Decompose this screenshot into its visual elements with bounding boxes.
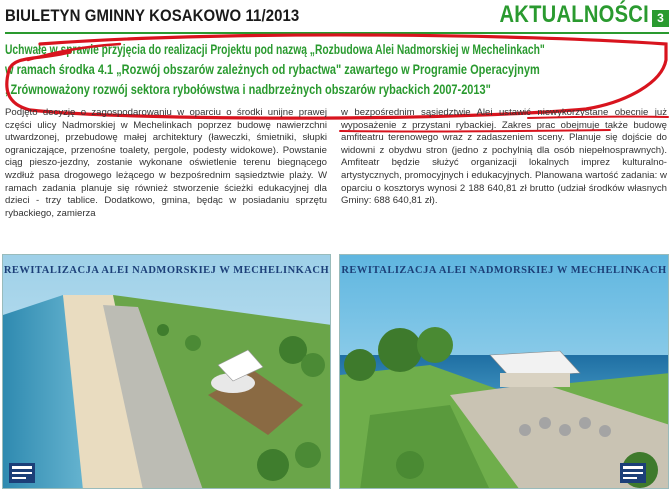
promenade-rendering [3, 255, 331, 489]
photo-caption-right: REWITALIZACJA ALEI NADMORSKIEJ W MECHELINKACH [341, 265, 667, 276]
section-title: AKTUALNOŚCI [499, 1, 649, 28]
headline-line-2: w ramach środka 4.1 „Rozwój obszarów zależnych od rybactwa" zawartego w Programie Operacyjnym [5, 61, 540, 77]
article-left-column: Podjęto decyzję o zagospodarowaniu w oparciu o środki unijne prawej części ulicy Nadmorskiej w Mechelinkach poprzez budowę nawierzchni utwardzonej, przebudowę małej architektury (ławeczki, śmietniki, słupki ograniczające, przenośne toalety, pergole, podesty widokowe). Powstanie ciąg pieszo-jezdny, zostanie wykonane oświetlenie terenu biegnącego wzdłuż pasa drogowego leżącego w bezpośrednim sąsiedztwie plaży. W ramach zadania planuje się również stworzenie ścieżki edukacyjnej dla dzieci - trzy tablice. Dodatkowo, gmina, będąc w posiadaniu sprzętu rybackiego, zamierza [5, 107, 327, 219]
headline-line-1: Uchwałę w sprawie przyjęcia do realizacji Projektu pod nazwą „Rozbudowa Alei Nadmorskiej w Mechelinkach" [5, 41, 545, 57]
red-highlight-circle [0, 0, 671, 120]
headline-line-3: „Zrównoważony rozwój sektora rybołówstwa i nadbrzeżnych obszarów rybackich 2007-2013" [5, 81, 491, 97]
amphitheatre-rendering [340, 255, 669, 489]
photo-caption-left: REWITALIZACJA ALEI NADMORSKIEJ W MECHELINKACH [3, 265, 330, 276]
rendering-right-image [339, 254, 669, 489]
bulletin-title: BIULETYN GMINNY KOSAKOWO 11/2013 [5, 6, 300, 25]
article-right-column [341, 107, 667, 208]
page-number: 3 [652, 10, 669, 27]
article-text: Planuje się dojście do widowni z obydwu stron (jedno z pochylnią dla osób niepełnosprawnych). Amfiteatr będzie służyć organizacji lokalnych imprez kulturalno-artystycznych, promocyjnych i edukacyjnych. Planowana wartość zadania: w oparciu o kosztorys wynosi 2 188 640,81 zł brutto (udział środków własnych Gminy: 688 640,81 zł). [341, 132, 668, 207]
underlined-text: Zakres prac obejmuje także budowę amfiteatru terenowego wraz z zadaszeniem sceny. [341, 119, 667, 144]
rendering-left-image [2, 254, 331, 489]
article-text: w bezpośrednim sąsiedztwie Alei ustawić niewykorzystane obecnie już wyposażenie z przystani rybackiej. [341, 107, 667, 131]
